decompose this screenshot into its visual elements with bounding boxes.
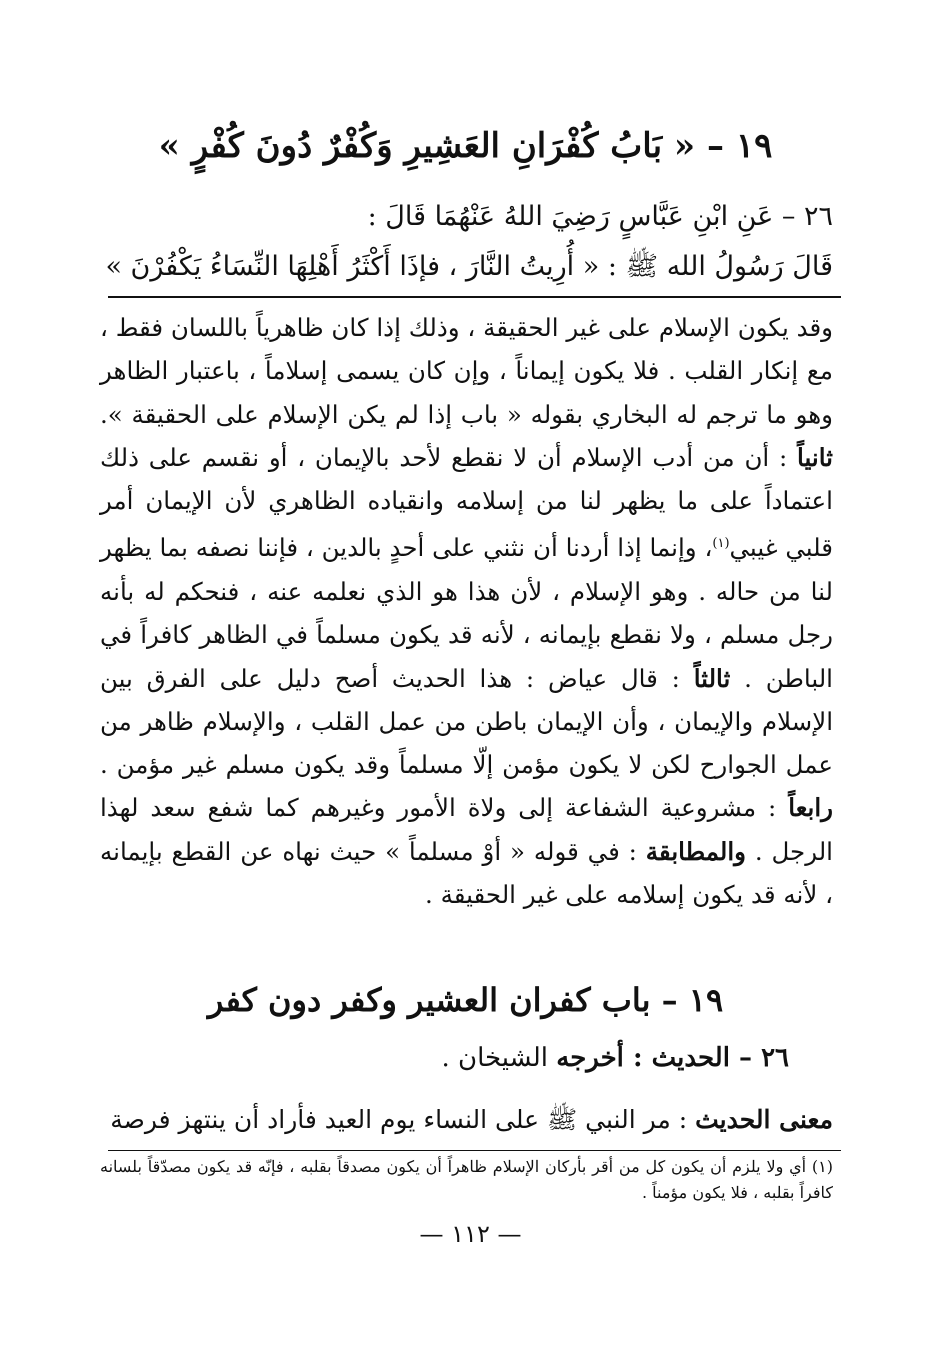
meaning-line	[100, 1098, 833, 1142]
paragraph-2a: : أن من أدب الإسلام أن لا نقطع لأحد بالإيمان ، أو نقسم على ذلك اعتماداً على ما يظهر لنا من إسلامه وانقياده الظاهري لأن الإيمان أمر قلبي غيبي	[100, 442, 833, 563]
commentary-body	[100, 306, 833, 916]
hadith-text: قَالَ رَسُولُ الله ﷺ : « أُرِيتُ النَّارَ ، فإذَا أَكْثَرُ أَهْلِهَا النِّسَاءُ يَكْفُرْنَ »	[105, 251, 833, 282]
meaning-label: معنى الحديث	[695, 1105, 833, 1134]
commentary-paragraph	[100, 306, 833, 916]
page-number: — ١١٢ —	[419, 1220, 522, 1248]
section-title: ١٩ – باب كفران العشير وكفر دون كفر	[207, 981, 724, 1019]
hadith-chain: ٢٦ – عَنِ ابْنِ عَبَّاسٍ رَضِيَ اللهُ عَنْهُمَا قَالَ :	[367, 201, 833, 232]
match-label: والمطابقة	[645, 836, 746, 866]
second-label: ثانياً	[797, 442, 833, 472]
footnote-ref: (١)	[712, 536, 730, 552]
paragraph-5: : في قوله « أوْ مسلماً » حيث نهاه عن القطع بإيمانه ، لأنه قد يكون إسلامه على غير الحقيقة .	[100, 836, 833, 910]
takhrij-label: ٢٦ – الحديث : أخرجه	[556, 1043, 789, 1073]
paragraph-2b: ، وإنما إذا أردنا أن نثني على أحدٍ بالدين ، فإننا نصفه بما يظهر لنا من حاله . وهو الإسلام ، لأن هذا هو الذي نعلمه عنه ، فنحكم له بأنه رجل مسلم ، ولا نقطع بإيمانه ، لأنه قد يكون مسلماً في الظاهر كافراً في الباطن .	[100, 533, 833, 693]
chapter-title: ١٩ – « بَابُ كُفْرَانِ العَشِيرِ وَكُفْرٌ دُونَ كُفْرٍ »	[158, 126, 773, 166]
paragraph-1: وقد يكون الإسلام على غير الحقيقة ، وذلك إذا كان ظاهرياً باللسان فقط ، مع إنكار القلب . فلا يكون إيماناً ، وإن كان يسمى إسلاماً ، باعتبار الظاهر وهو ما ترجم له البخاري بقوله « باب إذا لم يكن الإسلام على الحقيقة ».	[100, 313, 833, 429]
third-label: ثالثاً	[693, 663, 731, 693]
footnote-divider	[108, 1150, 841, 1151]
paragraph-3: : قال عياض : هذا الحديث أصح دليل على الفرق بين الإسلام والإيمان ، وأن الإيمان باطن من عمل القلب ، والإسلام ظاهر من عمل الجوارح لكن لا يكون مؤمن إلّا مسلماً وقد يكون مسلم غير مؤمن .	[100, 663, 833, 780]
takhrij-line	[100, 1035, 789, 1081]
takhrij-text: الشيخان .	[441, 1043, 557, 1073]
meaning-text: : مر النبي ﷺ على النساء يوم العيد فأراد أن ينتهز فرصة	[110, 1105, 696, 1134]
fourth-label: رابعاً	[788, 793, 833, 823]
text-divider	[108, 296, 841, 298]
footnote: (١) أي ولا يلزم أن يكون كل من أقر بأركان الإسلام ظاهراً أن يكون مصدقاً بقلبه ، فإنّه قد يكون مصدّقاً بلسانه كافراً بقلبه ، فلا يكون مؤمناً .	[100, 1157, 833, 1202]
paragraph-4: : مشروعية الشفاعة إلى ولاة الأمور وغيرهم كما شفع سعد لهذا الرجل .	[100, 793, 833, 866]
